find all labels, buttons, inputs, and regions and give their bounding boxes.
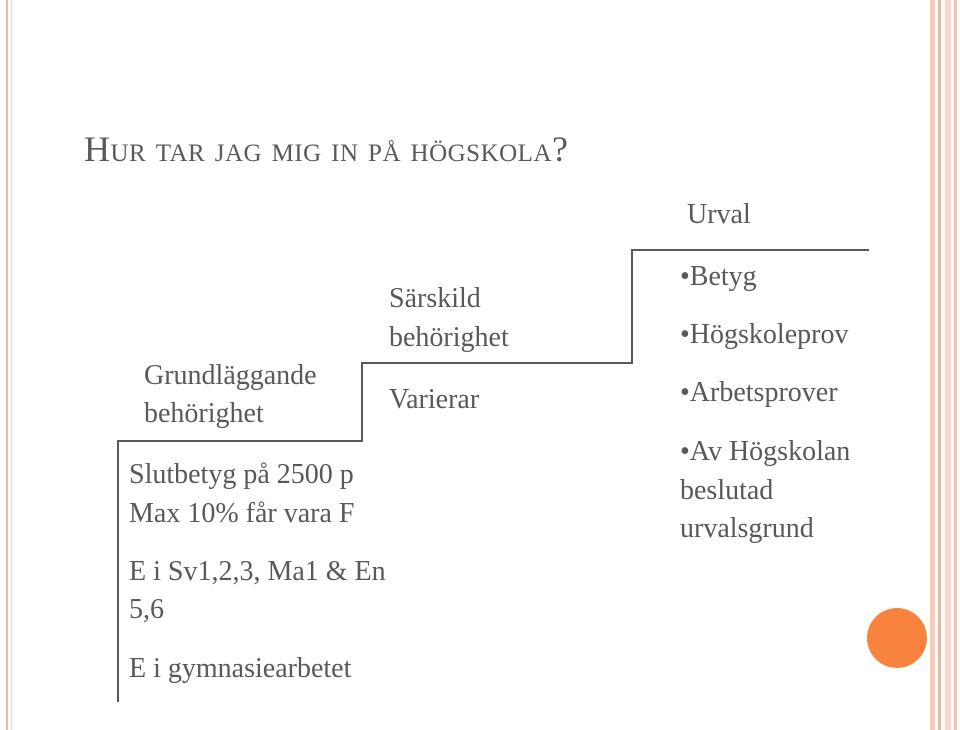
- step1-req3: E i gymnasiearbetet: [129, 653, 352, 684]
- stair-line: [117, 440, 362, 442]
- stair-line: [631, 249, 869, 251]
- decor-stripe: [954, 0, 957, 730]
- stair-line: [361, 362, 363, 442]
- decor-stripe: [945, 0, 951, 730]
- step2-heading-line1: Särskild: [389, 283, 481, 314]
- step1-req1-line1: Slutbetyg på 2500 p: [129, 459, 354, 490]
- decor-stripe: [930, 0, 935, 730]
- step3-item4-line2: beslutad: [680, 475, 774, 506]
- stair-line: [117, 440, 119, 702]
- step2-heading-line2: behörighet: [389, 322, 509, 353]
- decor-stripe: [11, 0, 12, 730]
- decor-stripe: [6, 0, 8, 730]
- step1-req2-line2: 5,6: [129, 594, 164, 625]
- step3-item4-line1: •Av Högskolan: [680, 436, 851, 467]
- step3-item4-line3: urvalsgrund: [680, 513, 814, 544]
- step3-item: •Arbetsprover: [680, 377, 838, 408]
- step1-heading-line1: Grundläggande: [144, 360, 317, 391]
- step1-heading-line2: behörighet: [144, 398, 264, 429]
- decor-stripe: [938, 0, 941, 730]
- step3-item: •Betyg: [680, 261, 757, 292]
- step3-heading: Urval: [687, 199, 751, 230]
- step1-req1-line2: Max 10% får vara F: [129, 498, 355, 529]
- slide-title: Hur tar jag mig in på högskola?: [84, 129, 569, 169]
- step3-item: •Högskoleprov: [680, 319, 849, 350]
- stair-line: [361, 362, 633, 364]
- step2-body: Varierar: [389, 384, 480, 415]
- step1-req2-line1: E i Sv1,2,3, Ma1 & En: [129, 556, 386, 587]
- stair-line: [631, 249, 633, 364]
- accent-circle: [867, 608, 927, 668]
